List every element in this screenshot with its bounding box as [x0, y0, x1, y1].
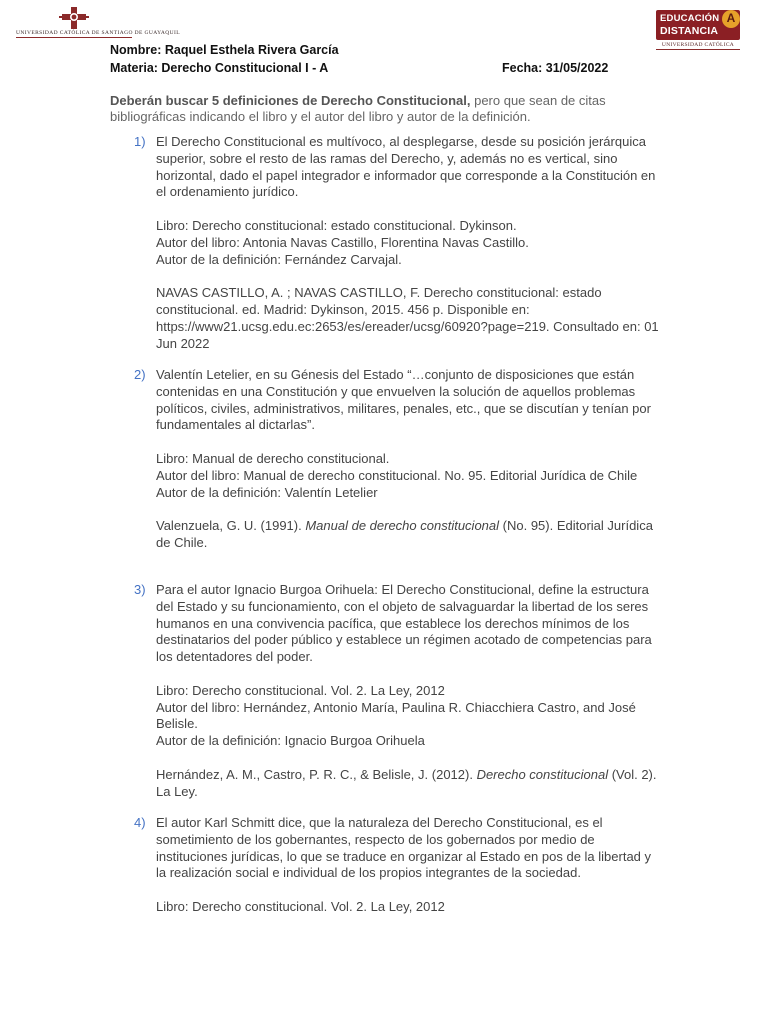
university-logo-text: UNIVERSIDAD CATÓLICA DE SANTIAGO DE GUAYAQUIL	[16, 30, 180, 36]
definition-text: Valentín Letelier, en su Génesis del Estado “…conjunto de disposiciones que están contenidas en una Constitución y que envuelven la solución de aquellos problemas políticos, civiles, administrativos, militares, penales, etc., que se discutían y tenían por fundamentales al dictarlas”.	[156, 367, 651, 433]
instructions-rest: pero que sean de citas bibliográficas indicando el libro y el autor del libro y autor de la definición.	[110, 93, 606, 124]
book-line: Libro: Derecho constitucional. Vol. 2. La Ley, 2012	[156, 898, 445, 914]
definition-text: Para el autor Ignacio Burgoa Orihuela: El Derecho Constitucional, define la estructura del Estado y su funcionamiento, con el objeto de salvaguardar la libertad de los seres humanos en una convivencia pacífica, que establece los derechos mínimos de los destinatarios del poder público y establece un régimen acotado de competencias para los detentadores del poder.	[156, 582, 652, 665]
citation-post: (No. 95). Editorial Jurídica de Chile.	[156, 518, 653, 550]
student-name: Nombre: Raquel Esthela Rivera García	[110, 43, 339, 57]
citation-pre: Hernández, A. M., Castro, P. R. C., & Belisle, J. (2012).	[156, 766, 477, 782]
definition-text: El Derecho Constitucional es multívoco, al desplegarse, desde su posición jerárquica superior, sobre el resto de las ramas del Derecho, y, además no es vertical, sino horizontal, dado el papel integrador e informador que corresponde a la Constitución en el ordenamiento jurídico.	[156, 134, 656, 200]
definition-author-line: Autor de la definición: Fernández Carvajal.	[156, 251, 402, 267]
citation	[156, 767, 664, 801]
logo-underline-right	[656, 49, 740, 50]
definition-text: El autor Karl Schmitt dice, que la naturaleza del Derecho Constitucional, es el sometimiento de los gobernantes, respecto de los gobernados por medio de instituciones jurídicas, lo que se traduce en organizar al Estado en pos de la libertad y la realización social e individual de los propios integrantes de la sociedad.	[156, 815, 652, 881]
book-line: Libro: Derecho constitucional. Vol. 2. La Ley, 2012	[156, 682, 445, 698]
logo-subtitle: UNIVERSIDAD CATÓLICA	[661, 42, 735, 48]
book-author-line: Autor del libro: Antonia Navas Castillo, Florentina Navas Castillo.	[156, 234, 529, 250]
instructions-bold: Deberán buscar 5 definiciones de Derecho Constitucional,	[110, 93, 471, 108]
citation-title: Derecho constitucional	[476, 766, 609, 782]
logo-badge-icon	[722, 10, 740, 28]
book-author-line: Autor del libro: Manual de derecho constitucional. No. 95. Editorial Jurídica de Chile	[156, 467, 638, 483]
university-crest-icon	[58, 6, 90, 30]
book-line: Libro: Derecho constitucional: estado constitucional. Dykinson.	[156, 217, 517, 233]
item-number: 1)	[134, 134, 146, 149]
date: Fecha: 31/05/2022	[502, 61, 609, 75]
citation: NAVAS CASTILLO, A. ; NAVAS CASTILLO, F. Derecho constitucional: estado constitucional. ed. Madrid: Dykinson, 2015. 456 p. Disponible en: https://www21.ucsg.edu.ec:2653/es/ereader/ucsg/60920?page=219. Consultado en: 01 Jun 2022	[156, 285, 659, 351]
book-line: Libro: Manual de derecho constitucional.	[156, 450, 390, 466]
definition-author-line: Autor de la definición: Valentín Letelier	[156, 484, 378, 500]
distance-education-logo	[656, 10, 742, 50]
item-number: 3)	[134, 582, 146, 597]
book-author-line: Autor del libro: Hernández, Antonio María, Paulina R. Chiacchiera Castro, and José Belisle.	[156, 699, 636, 732]
logo-line-1: EDUCACIÓN	[660, 13, 720, 24]
item-number: 4)	[134, 815, 146, 830]
logo-badge-letter: A	[726, 11, 736, 25]
instructions	[110, 93, 670, 125]
university-logo	[16, 6, 180, 38]
logo-line-2: DISTANCIA	[660, 25, 719, 37]
citation-pre: Valenzuela, G. U. (1991).	[156, 518, 306, 534]
citation	[156, 518, 664, 552]
item-number: 2)	[134, 367, 146, 382]
definition-author-line: Autor de la definición: Ignacio Burgoa Orihuela	[156, 733, 425, 749]
logo-underline	[16, 37, 132, 38]
citation-post: (Vol. 2). La Ley.	[156, 766, 657, 799]
subject: Materia: Derecho Constitucional I - A	[110, 61, 329, 75]
citation-title: Manual de derecho constitucional	[305, 518, 500, 534]
